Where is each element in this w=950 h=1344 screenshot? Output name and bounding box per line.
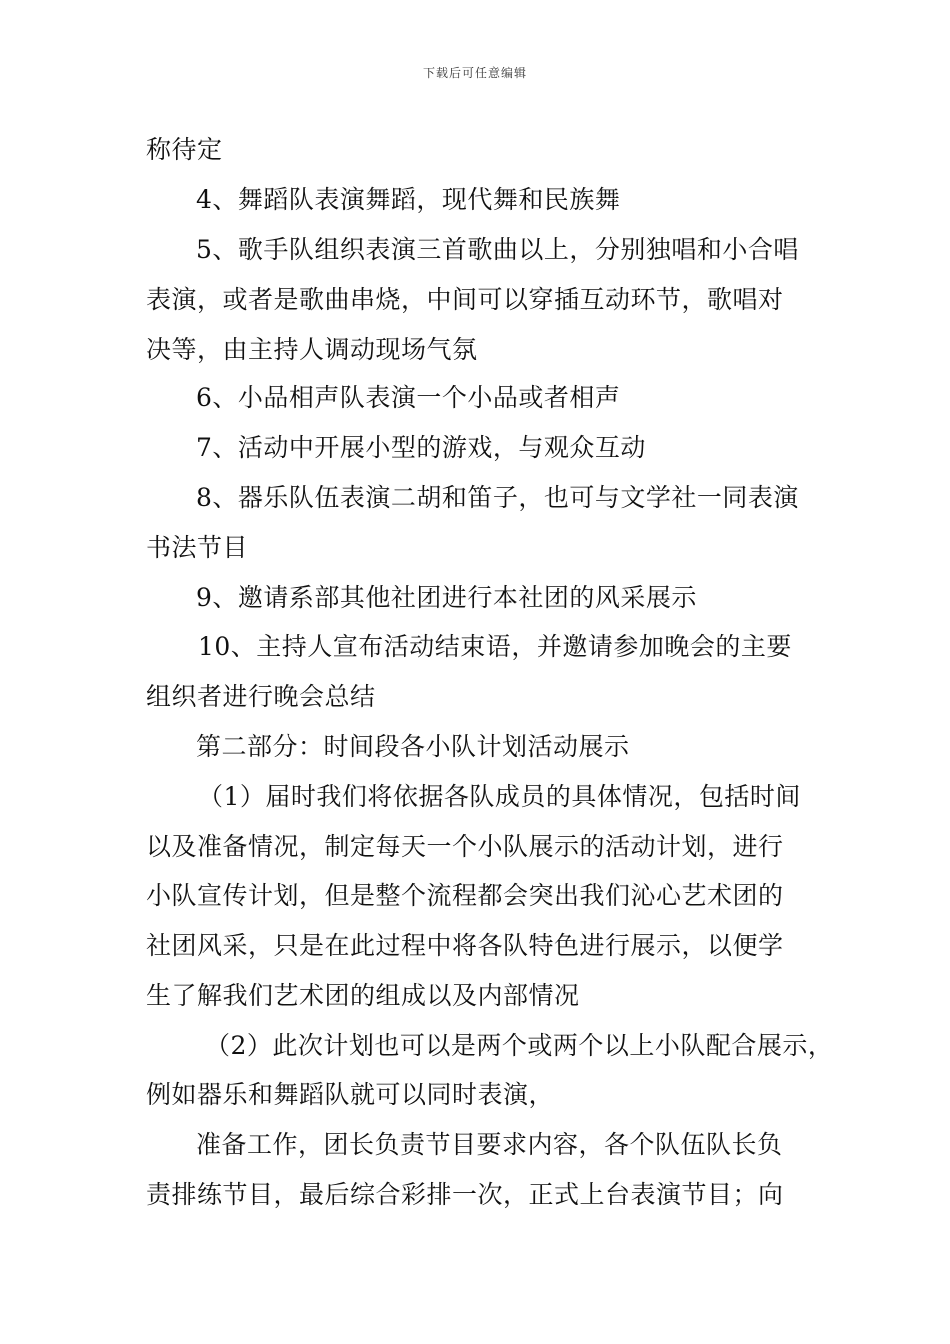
body-line-9: 书法节目	[146, 533, 249, 562]
body-line-8: 8、器乐队伍表演二胡和笛子，也可与文学社一同表演	[196, 483, 799, 512]
body-line-4: 表演，或者是歌曲串烧，中间可以穿插互动环节，歌唱对	[146, 285, 784, 314]
body-line-12: 组织者进行晚会总结	[146, 682, 376, 711]
body-line-11: 10、主持人宣布活动结束语，并邀请参加晚会的主要	[198, 632, 792, 661]
body-line-16: 小队宣传计划，但是整个流程都会突出我们沁心艺术团的	[146, 881, 784, 910]
body-line-3: 5、歌手队组织表演三首歌曲以上，分别独唱和小合唱	[196, 235, 799, 264]
body-line-2: 4、舞蹈队表演舞蹈，现代舞和民族舞	[196, 185, 621, 214]
body-line-20: 例如器乐和舞蹈队就可以同时表演，	[146, 1080, 555, 1109]
body-line-21: 准备工作，团长负责节目要求内容，各个队伍队长负	[196, 1130, 783, 1159]
body-line-6: 6、小品相声队表演一个小品或者相声	[196, 383, 621, 412]
body-line-15: 以及准备情况，制定每天一个小队展示的活动计划，进行	[146, 832, 784, 861]
body-line-19: （2）此次计划也可以是两个或两个以上小队配合展示，	[205, 1031, 834, 1060]
body-line-18: 生了解我们艺术团的组成以及内部情况	[146, 981, 580, 1010]
body-line-22: 责排练节目，最后综合彩排一次，正式上台表演节目；向	[146, 1180, 784, 1209]
section-heading: 第二部分：时间段各小队计划活动展示	[196, 732, 630, 761]
body-line-7: 7、活动中开展小型的游戏，与观众互动	[196, 433, 646, 462]
body-line-17: 社团风采，只是在此过程中将各队特色进行展示，以便学	[146, 931, 784, 960]
body-line-14: （1）届时我们将依据各队成员的具体情况，包括时间	[198, 782, 801, 811]
body-line-5: 决等，由主持人调动现场气氛	[146, 335, 478, 364]
page-header: 下载后可任意编辑	[422, 66, 527, 80]
body-line-10: 9、邀请系部其他社团进行本社团的风采展示	[196, 583, 697, 612]
body-line-1: 称待定	[146, 135, 223, 164]
